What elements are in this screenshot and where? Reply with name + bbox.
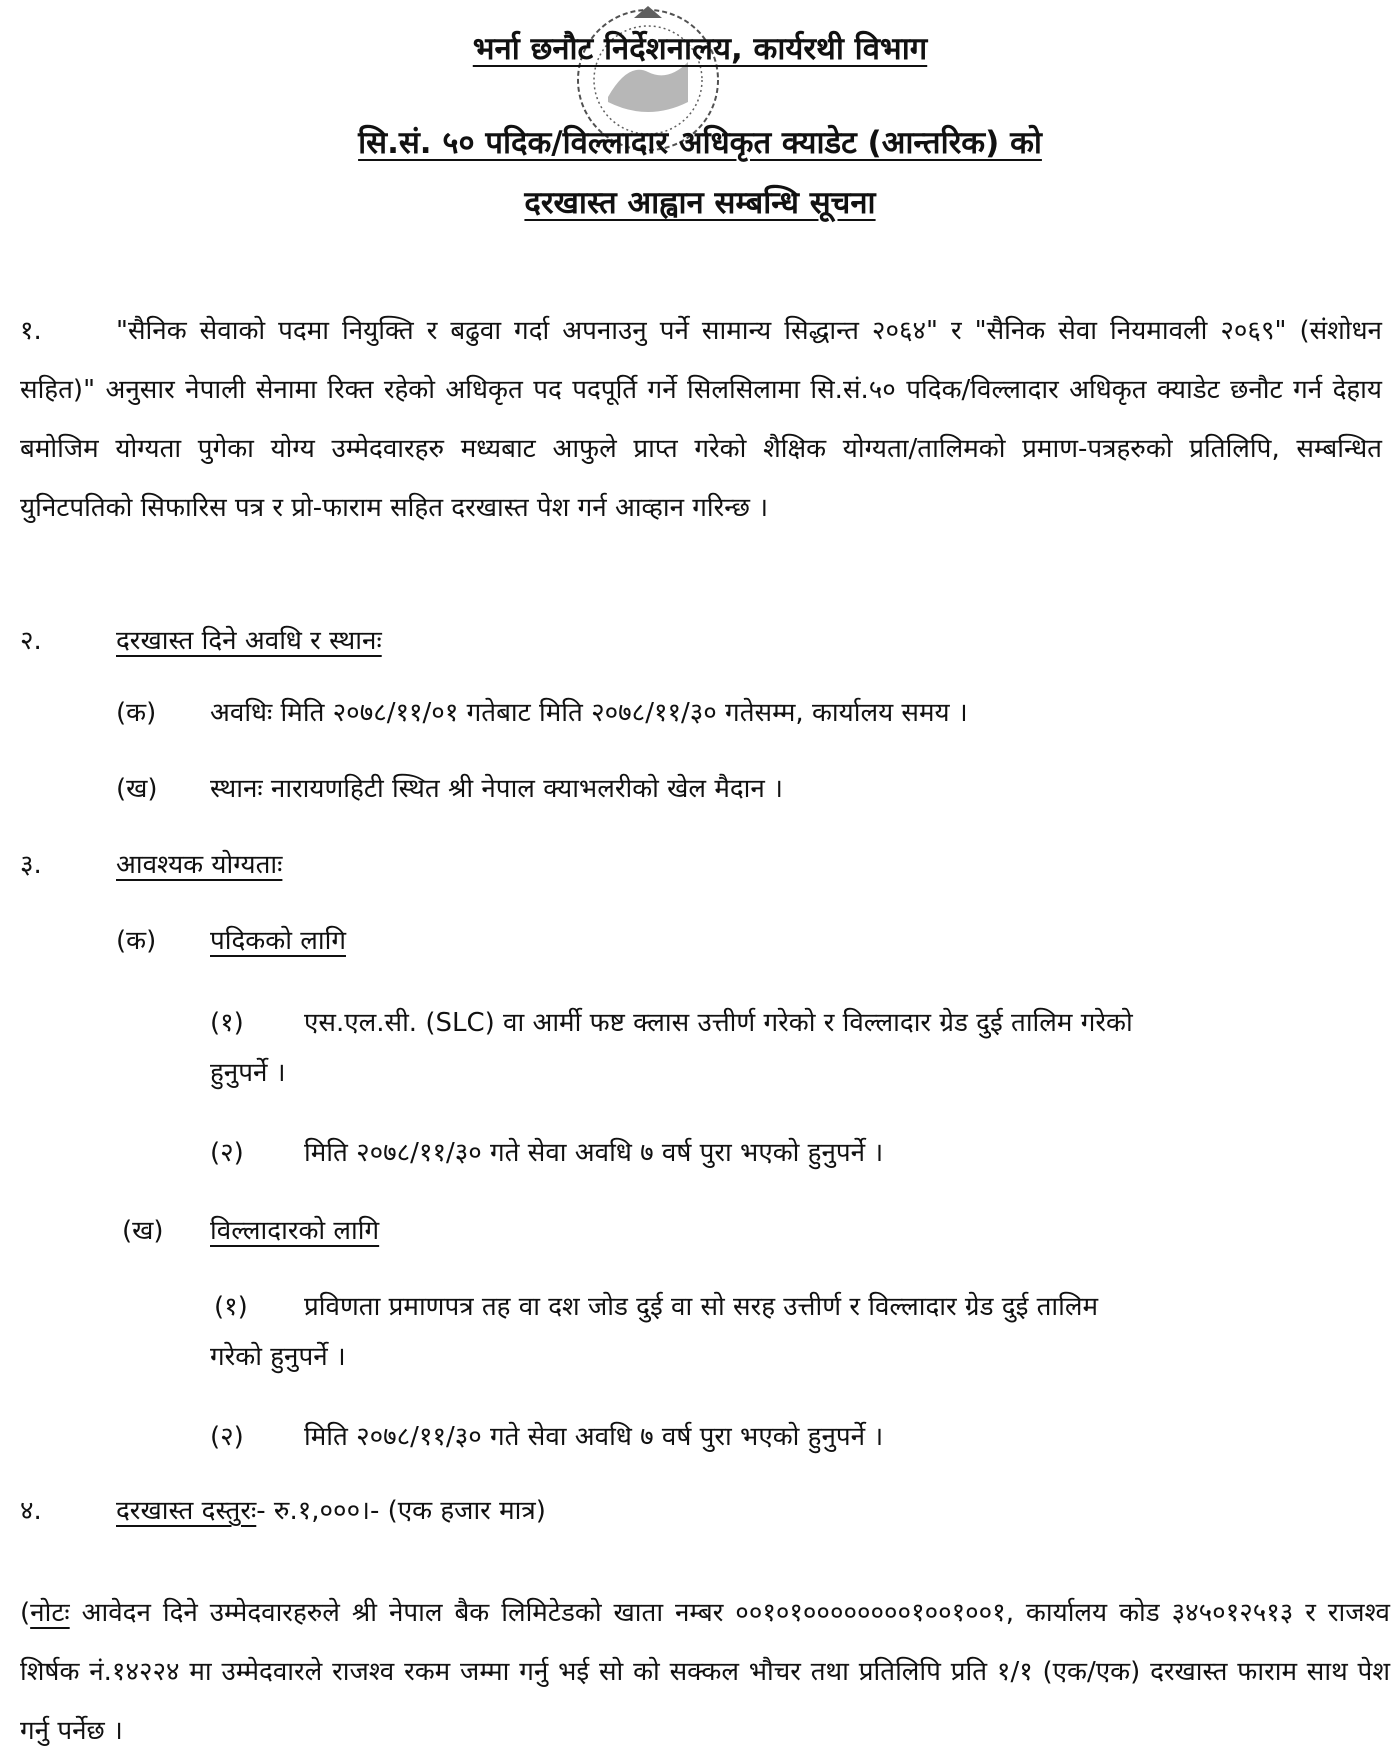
group-b-item1-label: (१) [214,1292,248,1322]
group-a-item2-line1: मिति २०७८/११/३० गते सेवा अवधि ७ वर्ष पुरा भएको हुनुपर्ने । [304,1138,884,1168]
group-b-item1-line1: प्रविणता प्रमाणपत्र तह वा दश जोड दुई वा सो सरह उत्तीर्ण र विल्लादार ग्रेड दुई तालिम [304,1292,1099,1322]
group-b-item2-label: (२) [210,1422,244,1452]
section2-item-a-label: (क) [116,698,157,728]
group-a-item1-label: (१) [210,1008,244,1038]
section2-number: २. [20,626,42,656]
section4-line [116,1482,546,1541]
group-b-item2-line1: मिति २०७८/११/३० गते सेवा अवधि ७ वर्ष पुरा भएको हुनुपर्ने । [304,1422,884,1452]
note-label: नोटः [30,1598,70,1628]
section3-title: आवश्यक योग्यताः [116,850,283,880]
note-open-paren: ( [20,1598,31,1628]
section3-number: ३. [20,850,42,880]
header-notice-subtitle: दरखास्त आह्वान सम्बन्धि सूचना [524,185,876,221]
section3-group-b-title: विल्लादारको लागि [210,1216,380,1246]
section3-group-a-title: पदिकको लागि [210,926,346,956]
section4-title: दरखास्त दस्तुरः [116,1496,257,1526]
group-b-item1-line2: गरेको हुनुपर्ने । [210,1342,346,1372]
para1-number: १. [20,316,42,346]
header-notice-title: सि.सं. ५० पदिक/विल्लादार अधिकृत क्याडेट (आन्तरिक) को [358,125,1042,161]
section3-group-a-label: (क) [116,926,157,956]
section4-number: ४. [20,1496,42,1526]
section2-item-b-text: स्थानः नारायणहिटी स्थित श्री नेपाल क्याभलरीको खेल मैदान । [210,774,783,804]
section2-item-b-label: (ख) [116,774,158,804]
section2-title: दरखास्त दिने अवधि र स्थानः [116,626,382,656]
section4-fee-text: - रु.१,०००।- (एक हजार मात्र) [256,1496,546,1526]
note-text: आवेदन दिने उम्मेदवारहरुले श्री नेपाल बैक लिमिटेडको खाता नम्बर ००१०१००००००००१००१००१, कार्यालय कोड ३४५०१२५१३ र राजश्व शिर्षक नं.१४२२४ मा उम्मेदवारले राजश्व रकम जम्मा गर्नु भई सो को सक्कल भौचर तथा प्रतिलिपि प्रति १/१ (एक/एक) दरखास्त फाराम साथ पेश गर्नु पर्नेछ । [20,1598,1390,1746]
group-a-item2-label: (२) [210,1138,244,1168]
section3-group-b-label: (ख) [122,1216,164,1246]
header-office-title: भर्ना छनौट निर्देशनालय, कार्यरथी विभाग [472,31,928,67]
group-a-item1-line1: एस.एल.सी. (SLC) वा आर्मी फष्ट क्लास उत्तीर्ण गरेको र विल्लादार ग्रेड दुई तालिम गरेको [304,1008,1133,1038]
section2-item-a-text: अवधिः मिति २०७८/११/०१ गतेबाट मिति २०७८/११/३० गतेसम्म, कार्यालय समय । [210,698,968,728]
note-paragraph [20,1584,1390,1761]
para1-text: "सैनिक सेवाको पदमा नियुक्ति र बढुवा गर्दा अपनाउनु पर्ने सामान्य सिद्धान्त २०६४" र "सैनिक सेवा नियमावली २०६९" (संशोधन सहित)" अनुसार नेपाली सेनामा रिक्त रहेको अधिकृत पद पदपूर्ति गर्ने सिलसिलामा सि.सं.५० पदिक/विल्लादार अधिकृत क्याडेट छनौट गर्न देहाय बमोजिम योग्यता पुगेका योग्य उम्मेदवारहरु मध्यबाट आफुले प्राप्त गरेको शैक्षिक योग्यता/तालिमको प्रमाण-पत्रहरुको प्रतिलिपि, सम्बन्धित युनिटपतिको सिफारिस पत्र र प्रो-फाराम सहित दरखास्त पेश गर्न आव्हान गरिन्छ । [20,316,1382,523]
group-a-item1-line2: हुनुपर्ने । [210,1058,286,1088]
